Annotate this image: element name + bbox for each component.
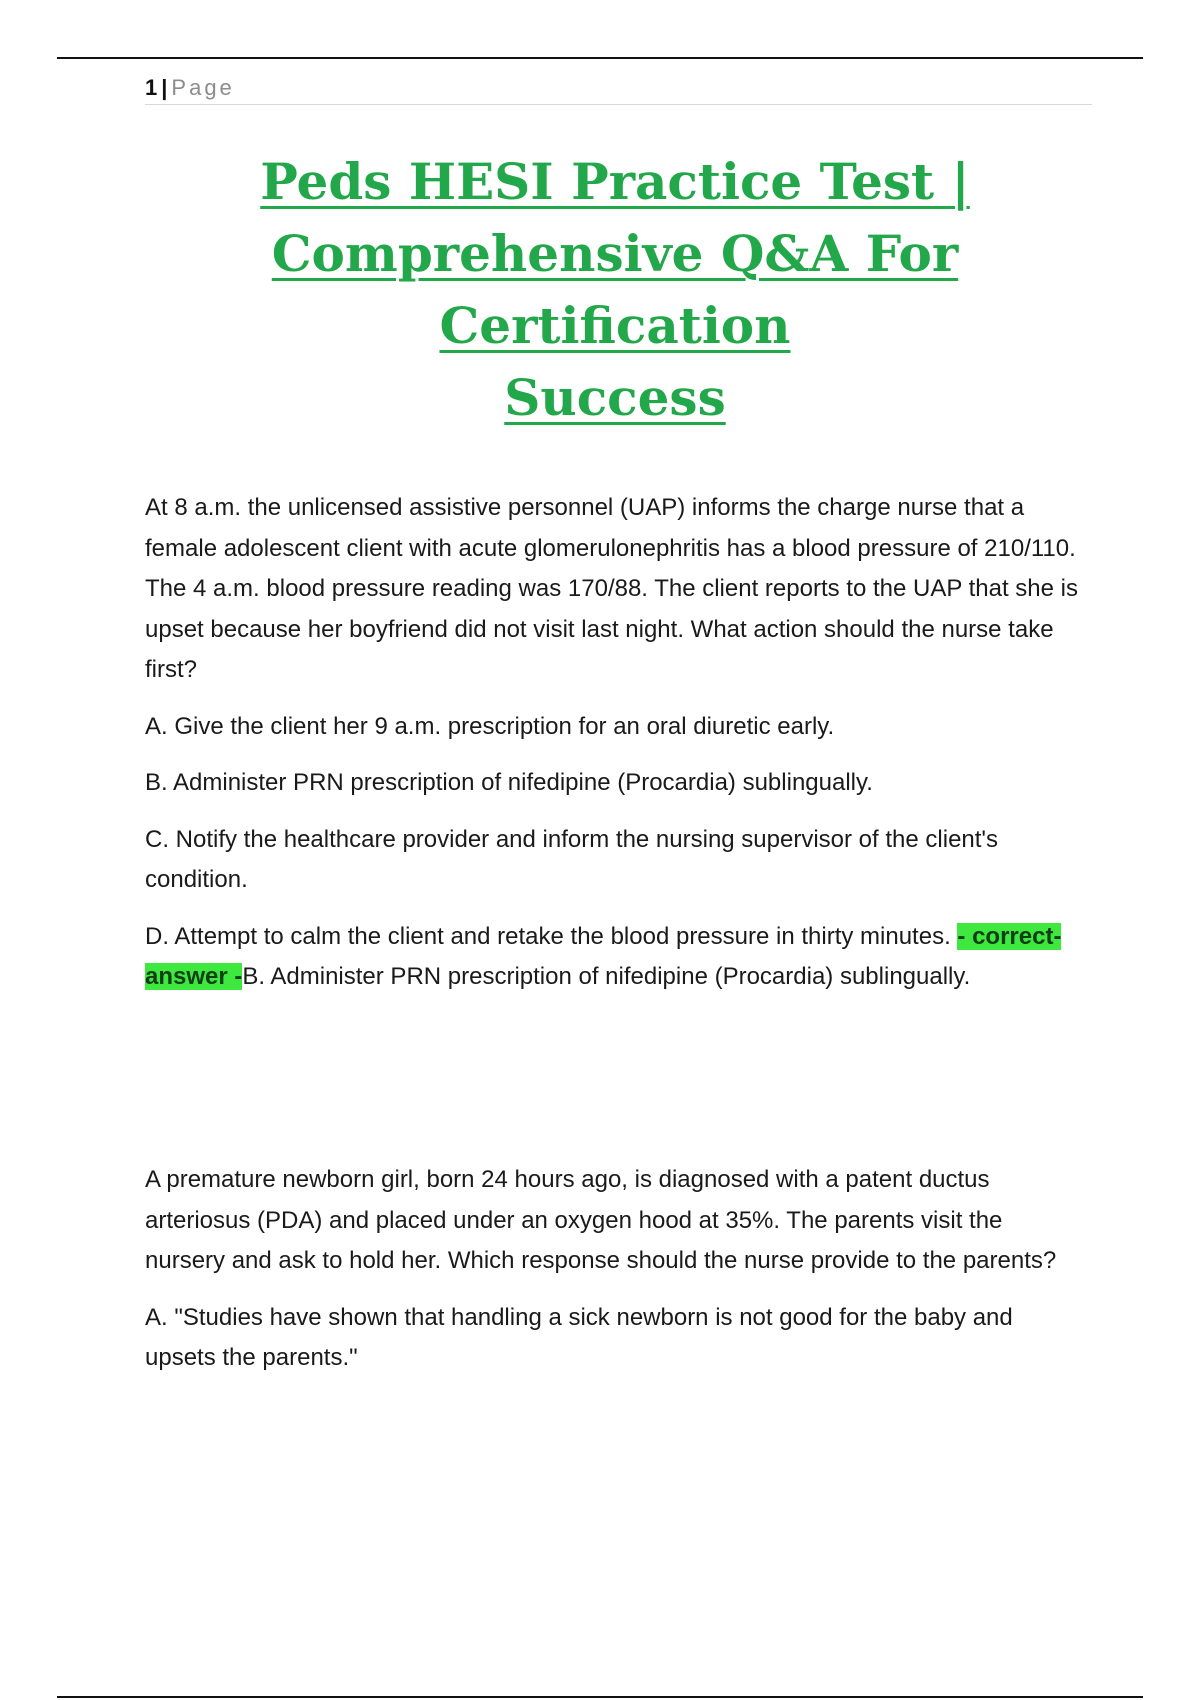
title-line-3: Success: [504, 368, 726, 427]
option-a: A. "Studies have shown that handling a sick newborn is not good for the baby and upsets the parents.": [145, 1303, 1013, 1371]
answer-text: B. Administer PRN prescription of nifedipine (Procardia) sublingually.: [242, 963, 971, 990]
question-1: [145, 488, 1085, 1014]
correct-answer-marker: - correct-answer -: [145, 922, 1062, 990]
title-line-1: Peds HESI Practice Test |: [260, 152, 970, 211]
option-d-with-answer: [145, 917, 1085, 998]
document-title: [100, 146, 1130, 434]
top-rule: [57, 57, 1143, 59]
page-number: 1: [145, 75, 158, 100]
option-d: D. Attempt to calm the client and retake the blood pressure in thirty minutes.: [145, 922, 958, 950]
option-c: C. Notify the healthcare provider and inform the nursing supervisor of the client's condition.: [145, 825, 999, 893]
question-stem: At 8 a.m. the unlicensed assistive personnel (UAP) informs the charge nurse that a female adolescent client with acute glomerulonephritis has a blood pressure of 210/110. The 4 a.m. blood pressure reading was 170/88. The client reports to the UAP that she is upset because her boyfriend did not visit last night. What action should the nurse take first?: [145, 494, 1078, 683]
page-separator: |: [161, 75, 168, 100]
title-line-2: Comprehensive Q&A For Certification: [271, 224, 959, 355]
question-2: [145, 1160, 1085, 1395]
page-header: [145, 74, 1092, 105]
option-b: B. Administer PRN prescription of nifedipine (Procardia) sublingually.: [145, 769, 873, 796]
page-word: Page: [171, 75, 235, 100]
bottom-rule: [57, 1696, 1143, 1698]
question-stem: A premature newborn girl, born 24 hours ago, is diagnosed with a patent ductus arteriosus (PDA) and placed under an oxygen hood at 35%. The parents visit the nursery and ask to hold her. Which response should the nurse provide to the parents?: [145, 1166, 1057, 1274]
option-a: A. Give the client her 9 a.m. prescription for an oral diuretic early.: [145, 712, 835, 740]
